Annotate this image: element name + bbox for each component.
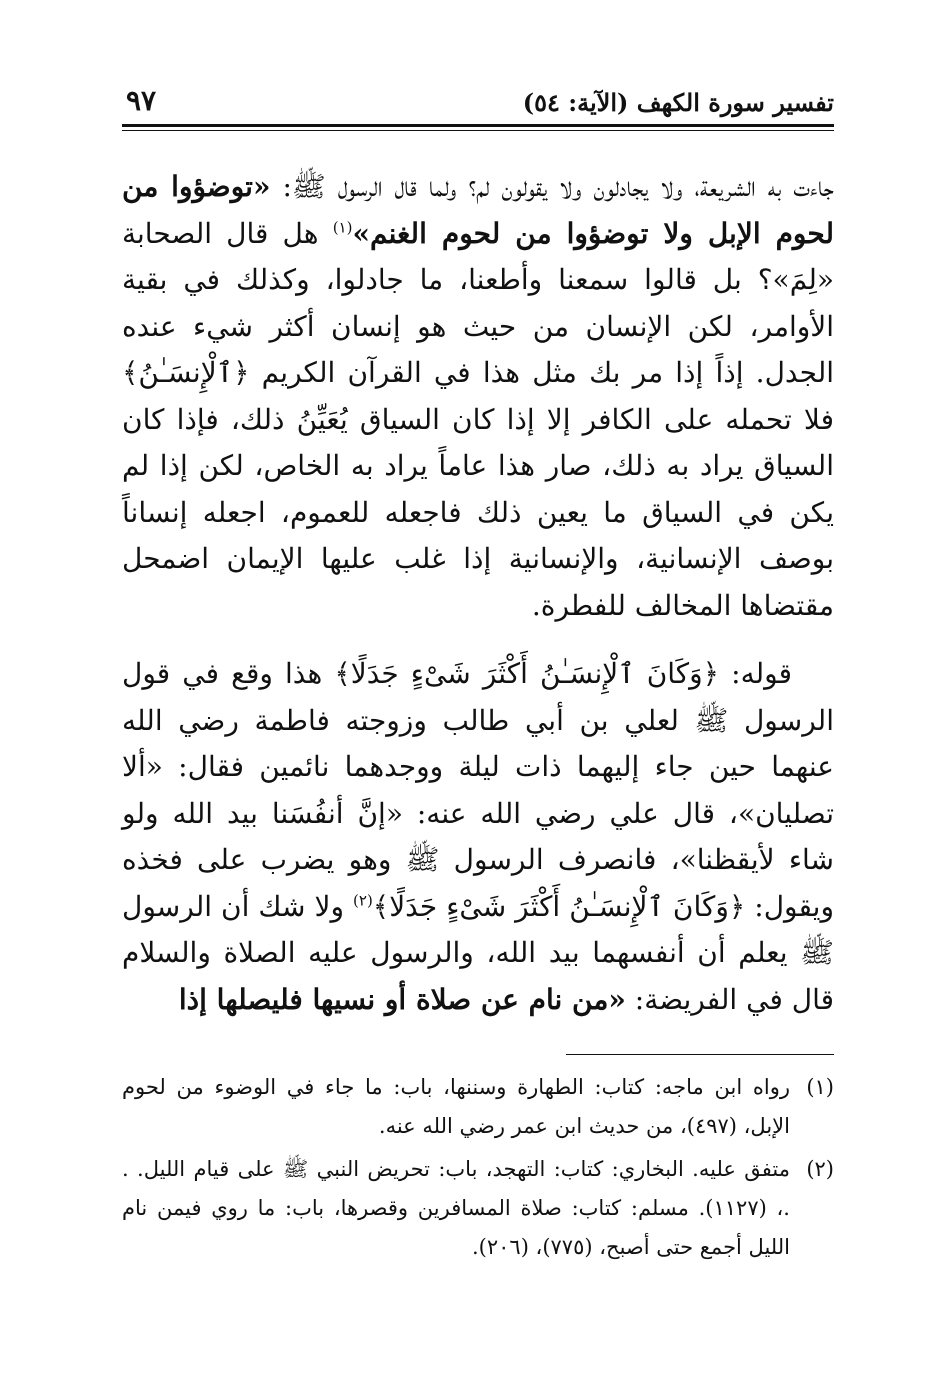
footnote-ref-1: (١) [332,218,353,237]
footnote-2 [122,1150,834,1267]
running-title: تفسير سورة الكهف (الآية: ٥٤) [522,88,834,117]
header-rule-thick [122,124,834,127]
p1-text-2: هل قال الصحابة «لِمَ»؟ بل قالوا سمعنا وأطعنا، ما جادلوا، وكذلك في بقية الأوامر، لكن الإنسان من حيث هو إنسان أكثر شيء عنده الجدل. إذاً إذا مر بك مثل هذا في القرآن الكريم ﴿ٱلْإِنسَـٰنُ﴾ فلا تحمله على الكافر إلا إذا كان السياق يُعَيِّنُ ذلك، فإذا كان السياق يراد به ذلك، صار هذا عاماً يراد به الخاص، لكن إذا لم يكن في السياق ما يعين ذلك فاجعله للعموم، اجعله إنساناً بوصف الإنسانية، والإنسانية إذا غلب عليها الإيمان اضمحل مقتضاها المخالف للفطرة. [122,216,834,622]
p1-text-1: جاءت به الشريعة، ولا يجادلون ولا يقولون لم؟ ولما قال الرسول ﷺ: [270,170,835,203]
footnote-text: متفق عليه. البخاري: كتاب: التهجد، باب: تحريض النبي ﷺ على قيام الليل. . .، (١١٢٧). مسلم: كتاب: صلاة المسافرين وقصرها، باب: ما روي فيمن نام الليل أجمع حتى أصبح، (٧٧٥)، (٢٠٦). [122,1157,790,1259]
footnote-separator [566,1054,834,1055]
p2-text-1: قوله: [719,657,792,690]
p2-text-3: ولا شك أن الرسول ﷺ يعلم أن أنفسهما بيد الله، والرسول عليه الصلاة والسلام قال في الفريضة: [122,889,834,1016]
hadith-quote-bold: «توضؤوا من لحوم الإبل ولا توضؤوا من لحوم الغنم» [122,170,834,250]
footnote-ref-2: (٢) [353,891,373,910]
paragraph-2 [122,651,834,1023]
footnote-number: (١) [806,1075,834,1099]
footnote-1 [122,1068,834,1146]
hadith-quote-bold-2: «من نام عن صلاة أو نسيها فليصلها إذا [178,982,626,1016]
page-header [122,84,834,126]
header-rule-thin [122,130,834,131]
p2-text-2: هذا وقع في قول الرسول ﷺ لعلي بن أبي طالب وزوجته فاطمة رضي الله عنهما حين جاء إليهما ذات ليلة ووجدهما نائمين فقال: «ألا تصليان»، قال علي رضي الله عنه: «إنَّ أنفُسَنا بيد الله ولو شاء لأيقظنا»، فانصرف الرسول ﷺ وهو يضرب على فخذه ويقول: [122,657,834,923]
paragraph-1 [122,164,834,629]
footnote-number: (٢) [806,1157,834,1181]
quran-verse-2: ﴿وَكَانَ ٱلْإِنسَـٰنُ أَكْثَرَ شَىْءٍ جَدَلًا﴾ [372,889,746,923]
footnotes [122,1068,834,1271]
quran-verse-1: ﴿وَكَانَ ٱلْإِنسَـٰنُ أَكْثَرَ شَىْءٍ جَدَلًا﴾ [334,657,720,690]
main-text [122,164,834,1023]
footnote-text: رواه ابن ماجه: كتاب: الطهارة وسننها، باب: ما جاء في الوضوء من لحوم الإبل، (٤٩٧)، من حديث ابن عمر رضي الله عنه. [122,1075,790,1138]
page-number: ٩٧ [126,84,157,117]
